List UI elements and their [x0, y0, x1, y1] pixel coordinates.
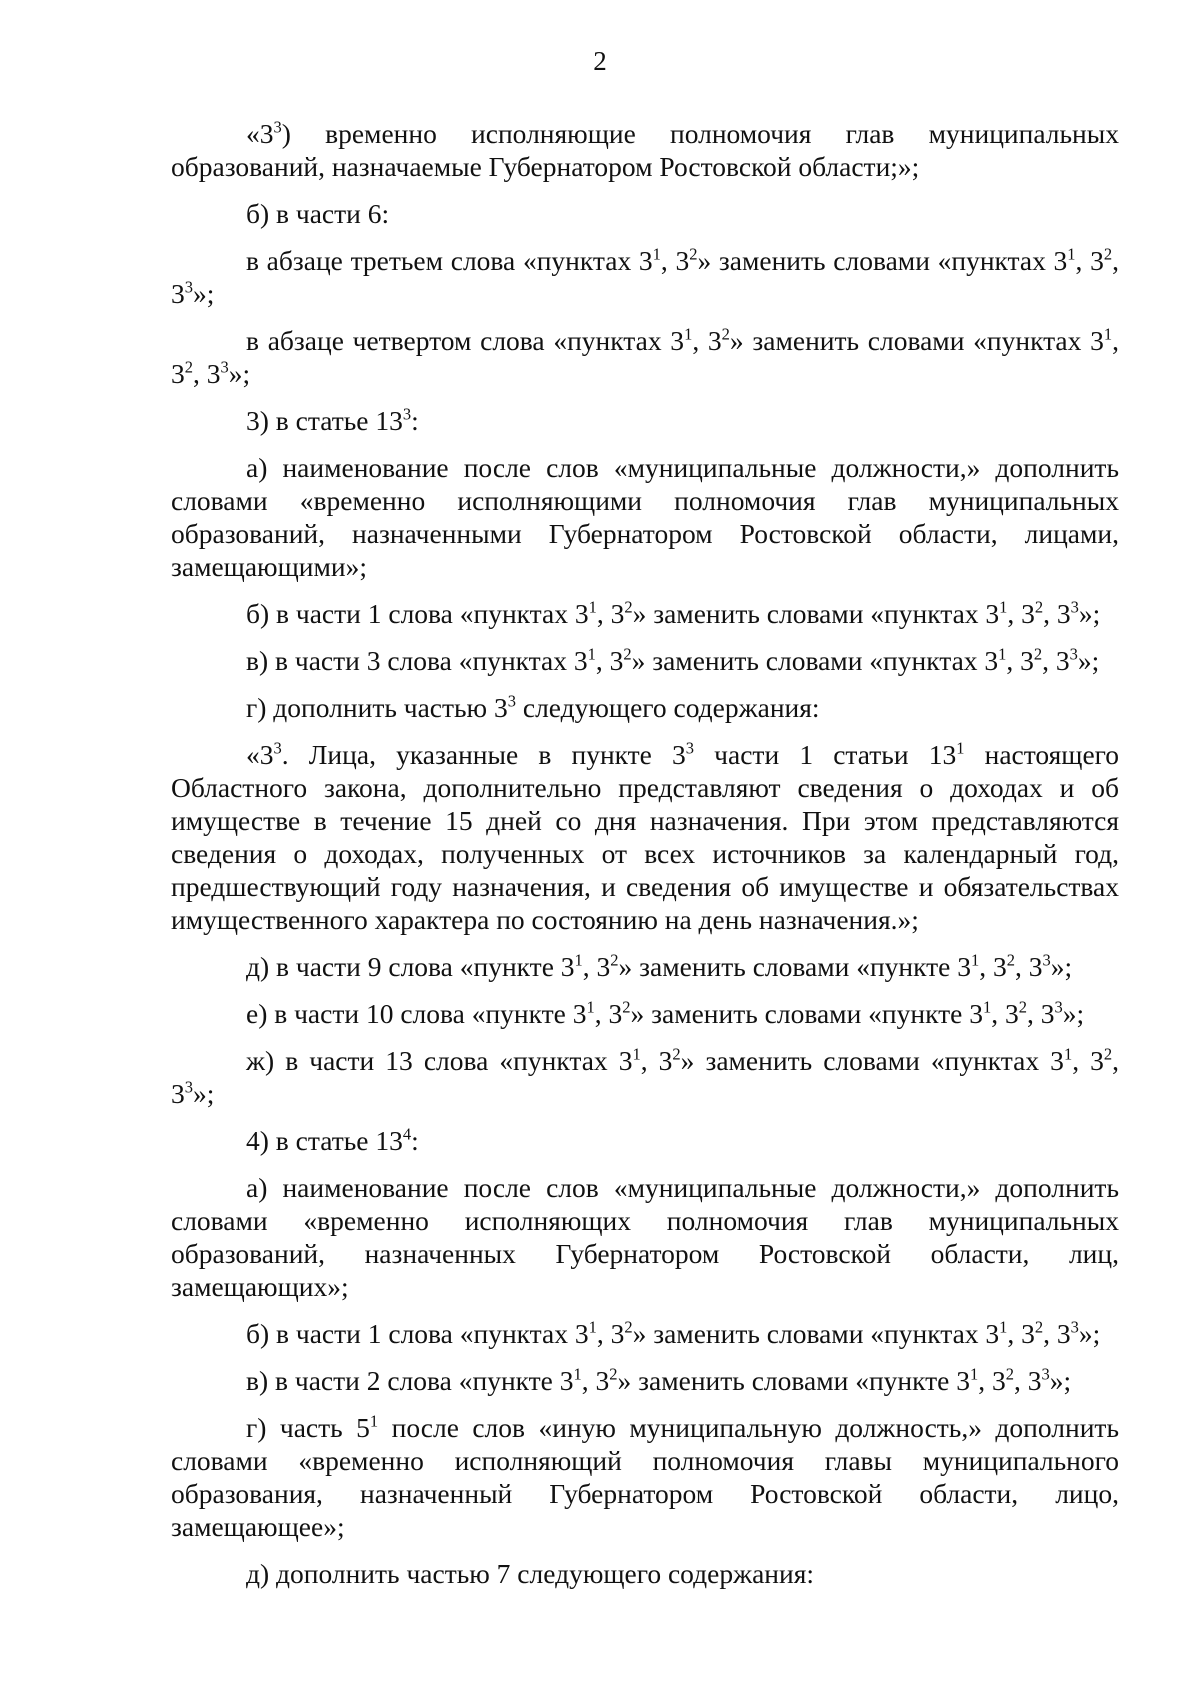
superscript-index: 1 — [982, 997, 992, 1017]
paragraph: а) наименование после слов «муниципальные должности,» дополнить словами «временно исполняющими полномочия глав муниципальных образований, назначенными Губернатором Ростовской области, лицами, замещающими»; — [171, 452, 1119, 582]
page-number: 2 — [593, 46, 607, 76]
superscript-index: 2 — [1006, 950, 1015, 970]
superscript-index: 1 — [956, 738, 965, 758]
superscript-index: 1 — [1067, 244, 1076, 264]
paragraph: г) дополнить частью $3^3$ следующего содержания: — [246, 691, 820, 723]
superscript-index: 3 — [1042, 950, 1051, 970]
paragraph: в) в части 3 слова «пунктах $3^1$, $3^2$» заменить словами «пунктах $3^1$, $3^2$, $3^3$»; — [246, 644, 1100, 676]
superscript-index: 1 — [588, 1317, 597, 1337]
paragraph: г) часть $5^1$ после слов «иную муниципальную должность,» дополнить словами «временно исполняющий полномочия главы муниципального образования, назначенный Губернатором Ростовской области, лицо, замещающее»; — [171, 1411, 1119, 1542]
paragraph: б) в части 1 слова «пунктах $3^1$, $3^2$» заменить словами «пунктах $3^1$, $3^2$, $3^3$»; — [246, 1317, 1101, 1349]
paragraph: б) в части 6: — [246, 198, 390, 229]
paragraph: е) в части 10 слова «пункте $3^1$, $3^2$» заменить словами «пункте $3^1$, $3^2$, $3^3$»; — [246, 997, 1085, 1029]
superscript-index: 1 — [369, 1411, 379, 1431]
superscript-index: 2 — [689, 244, 698, 264]
superscript-index: 2 — [610, 950, 619, 970]
superscript-index: 2 — [1103, 244, 1113, 264]
superscript-index: 1 — [684, 324, 693, 344]
superscript-index: 1 — [1063, 1044, 1073, 1064]
superscript-index: 2 — [623, 644, 632, 664]
paragraph: в) в части 2 слова «пункте $3^1$, $3^2$» заменить словами «пункте $3^1$, $3^2$, $3^3$»; — [246, 1364, 1072, 1396]
paragraph: а) наименование после слов «муниципальные должности,» дополнить словами «временно исполняющих полномочия глав муниципальных образований, назначенных Губернатором Ростовской области, лиц, замещающих»; — [171, 1172, 1119, 1302]
superscript-index: 2 — [1018, 997, 1027, 1017]
superscript-index: 2 — [1103, 1044, 1113, 1064]
superscript-index: 2 — [184, 357, 193, 377]
superscript-index: 3 — [273, 738, 282, 758]
superscript-index: 1 — [632, 1044, 641, 1064]
superscript-index: 3 — [1070, 597, 1079, 617]
superscript-index: 4 — [402, 1124, 412, 1144]
superscript-index: 3 — [1041, 1364, 1050, 1384]
superscript-index: 2 — [1034, 597, 1044, 617]
superscript-index: 1 — [1103, 324, 1113, 344]
document-body — [171, 117, 1119, 1604]
superscript-index: 3 — [507, 691, 516, 711]
superscript-index: 3 — [1054, 997, 1063, 1017]
paragraph: б) в части 1 слова «пунктах $3^1$, $3^2$» заменить словами «пунктах $3^1$, $3^2$, $3^3$»; — [246, 597, 1101, 629]
superscript-index: 3 — [685, 738, 695, 758]
superscript-index: 1 — [587, 644, 596, 664]
paragraph: 3) в статье $13^3$: — [246, 404, 419, 436]
paragraph: ж) в части 13 слова «пунктах $3^1$, $3^2$» заменить словами «пунктах $3^1$, $3^2$, $3^3$»; — [171, 1044, 1119, 1109]
paragraph: в абзаце третьем слова «пунктах $3^1$, $3^2$» заменить словами «пунктах $3^1$, $3^2$, $3^3$»; — [171, 244, 1119, 309]
superscript-index: 3 — [273, 117, 282, 137]
paragraph: д) дополнить частью 7 следующего содержания: — [246, 1558, 815, 1589]
superscript-index: 2 — [721, 324, 730, 344]
superscript-index: 2 — [622, 997, 631, 1017]
superscript-index: 1 — [652, 244, 661, 264]
superscript-index: 3 — [1069, 644, 1078, 664]
superscript-index: 1 — [998, 644, 1007, 664]
superscript-index: 2 — [624, 597, 633, 617]
superscript-index: 1 — [999, 597, 1008, 617]
superscript-index: 3 — [1070, 1317, 1079, 1337]
superscript-index: 1 — [588, 597, 597, 617]
paragraph: 4) в статье $13^4$: — [246, 1124, 419, 1156]
paragraph: «$3^3$. Лица, указанные в пункте $3^3$ части 1 статьи $13^1$ настоящего Областного закона, дополнительно представляют сведения о доходах и об имуществе в течение 15 дней со дня назначения. При этом представляются сведения о доходах, полученных от всех источников за календарный год, предшествующий году назначения, и сведения об имуществе и обязательствах имущественного характера по состоянию на день назначения.»; — [171, 738, 1119, 935]
superscript-index: 2 — [1005, 1364, 1014, 1384]
superscript-index: 1 — [970, 950, 980, 970]
superscript-index: 2 — [1034, 1317, 1044, 1337]
superscript-index: 1 — [573, 1364, 582, 1384]
superscript-index: 1 — [969, 1364, 979, 1384]
superscript-index: 2 — [624, 1317, 633, 1337]
superscript-index: 2 — [1033, 644, 1043, 664]
superscript-index: 3 — [184, 277, 193, 297]
superscript-index: 1 — [586, 997, 595, 1017]
superscript-index: 2 — [609, 1364, 618, 1384]
superscript-index: 1 — [999, 1317, 1008, 1337]
superscript-index: 3 — [184, 1077, 193, 1097]
superscript-index: 3 — [402, 404, 412, 424]
superscript-index: 1 — [574, 950, 583, 970]
superscript-index: 2 — [672, 1044, 681, 1064]
paragraph: д) в части 9 слова «пункте $3^1$, $3^2$» заменить словами «пункте $3^1$, $3^2$, $3^3$»; — [246, 950, 1073, 982]
paragraph: в абзаце четвертом слова «пунктах $3^1$, $3^2$» заменить словами «пунктах $3^1$, $3^2$, $3^3$»; — [171, 324, 1119, 389]
superscript-index: 3 — [220, 357, 229, 377]
paragraph: «$3^3$) временно исполняющие полномочия глав муниципальных образований, назначаемые Губернатором Ростовской области;»; — [171, 117, 1119, 182]
